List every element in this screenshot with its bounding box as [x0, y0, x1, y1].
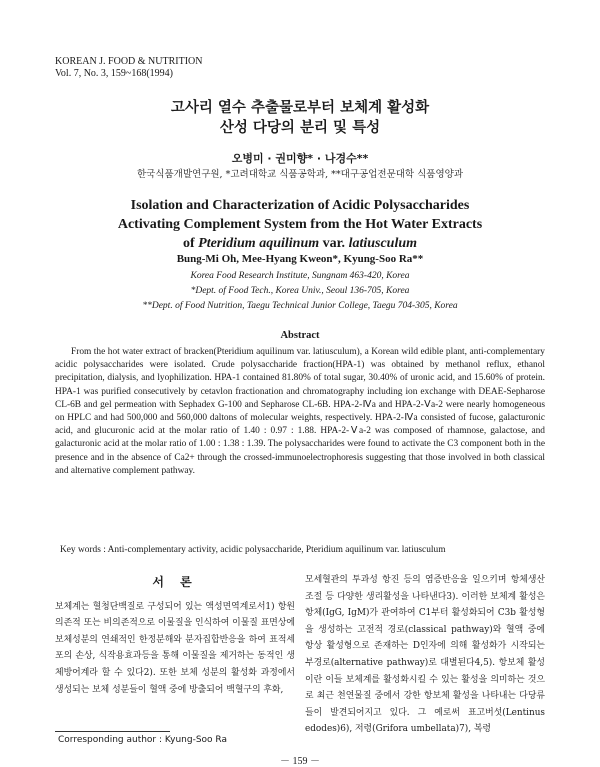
- title-var: var.: [319, 236, 349, 251]
- title-prefix: of: [182, 236, 199, 251]
- title-species: Pteridium aquilinum: [198, 236, 320, 251]
- english-authors: Bung-Mi Oh, Mee-Hyang Kweon*, Kyung-Soo Ra**: [176, 253, 424, 265]
- korean-affiliation: 한국식품개발연구원, *고려대학교 식품공학과, **대구공업전문대학 식품영양과: [136, 169, 464, 180]
- journal-volume: Vol. 7, No. 3, 159~168(1994): [55, 68, 174, 79]
- korean-title: [0, 98, 600, 138]
- affiliation-2: *Dept. of Food Tech., Korea Univ., Seoul 136-705, Korea: [190, 286, 410, 296]
- footnote-divider: [55, 731, 170, 732]
- keywords: Key words : Anti-complementary activity, acidic polysaccharide, Pteridium aquilinum var. latiusculum: [60, 545, 446, 555]
- korean-authors: 오병미 · 권미향* · 나경수**: [231, 152, 369, 165]
- page-number: － 159 －: [280, 756, 320, 767]
- affiliation-1: Korea Food Research Institute, Sungnam 463-420, Korea: [190, 271, 410, 281]
- english-title-line-3: [0, 234, 600, 253]
- korean-title-line-2: 산성 다당의 분리 및 특성: [219, 120, 381, 136]
- english-title: [0, 196, 600, 253]
- abstract-body: [55, 346, 545, 478]
- journal-name: KOREAN J. FOOD & NUTRITION: [55, 56, 203, 67]
- intro-left-column: [55, 572, 295, 698]
- corresponding-author: Corresponding author : Kyung-Soo Ra: [58, 735, 227, 745]
- intro-heading: 서 론: [152, 575, 198, 589]
- abstract-text: From the hot water extract of bracken(Pteridium aquilinum var. latiusculum), a Korean wild edible plant, anti-complementary acidic polysaccharides were isolated. Crude polysaccharide fraction(HPA-1) was obtained by methanol reflux, ethanol precipitation, dialysis, and lyophilization. HPA-1 contained 81.80% of total sugar, 30.40% of uronic acid, and 15.60% of protein. HPA-1 was purified consecutively by cetavlon fractionation and chromatography including ion exchange with DEAE-Sepharose CL-6B and gel permeation with Sephadex G-100 and Sepharose CL-6B. HPA-2-Ⅳa and HPA-2-Ⅴa-2 were nearly homogeneous on HPLC and had 500,000 and 560,000 daltons of molecular weights, respectively. HPA-2-Ⅳa consisted of fucose, galacturonic acid, and glucuronic acid at the molar ratio of 1.40 : 0.97 : 1.88. HPA-2-Ⅴa-2 was composed of rhamnose, galactose, and galacturonic acid at the molar ratio of 1.00 : 1.38 : 1.39. The polysaccharides were found to activate the C3 component both in the presence and in the absence of Ca2+ through the crossed-immunoelectrophoresis suggesting that those involved in both classical and alternative complement pathway.: [55, 347, 545, 476]
- english-title-line-1: Isolation and Characterization of Acidic Polysaccharides: [130, 198, 470, 213]
- intro-right-column: [305, 572, 545, 738]
- abstract-heading: Abstract: [280, 330, 320, 341]
- intro-left-text: 보체계는 혈청단백질로 구성되어 있는 액성면역계로서1) 항원 의존적 또는 비의존적으로 이물질을 인식하여 이물질 표면상에 보체성분의 연쇄적인 한정분해와 분자집합반응을 하여 표적세포의 손상, 식작용효과등을 통해 이물질을 제거하는 동적인 생체방어계라 할 수 있다2). 또한 보체 성분의 활성화 과정에서 생성되는 보체 성분들이 혈액 중에 방출되어 백혈구의 후화,: [55, 601, 295, 695]
- english-title-line-2: Activating Complement System from the Hot Water Extracts: [117, 217, 483, 232]
- korean-title-line-1: 고사리 열수 추출물로부터 보체계 활성화: [170, 100, 430, 116]
- intro-right-text: 모세혈관의 투과성 항진 등의 염증반응을 일으키며 항체생산 조절 등 다양한 생리활성을 나타낸다3). 이러한 보체계 활성은 항체(IgG, IgM)가 관여하여 C1부터 활성화되어 C3b 활성형을 생성하는 고전적 경로(classical pathway)와 혈액 중에 항상 활성형으로 존재하는 D인자에 의해 활성화가 시작되는 부경로(alternative pathway)로 대별된다4,5). 항보체 활성이란 이들 보체계를 활성화시킬 수 있는 활성을 의미하는 것으로 최근 천연물질 중에서 강한 항보체 활성을 나타내는 다당류들이 발견되어지고 있다. 그 예로써 표고버섯(Lentinus edodes)6), 저령(Grifora umbellata)7), 복령: [305, 575, 545, 735]
- journal-header: [55, 56, 203, 80]
- affiliation-3: **Dept. of Food Nutrition, Taegu Technical Junior College, Taegu 704-305, Korea: [142, 301, 458, 311]
- title-variety: latiusculum: [348, 236, 418, 251]
